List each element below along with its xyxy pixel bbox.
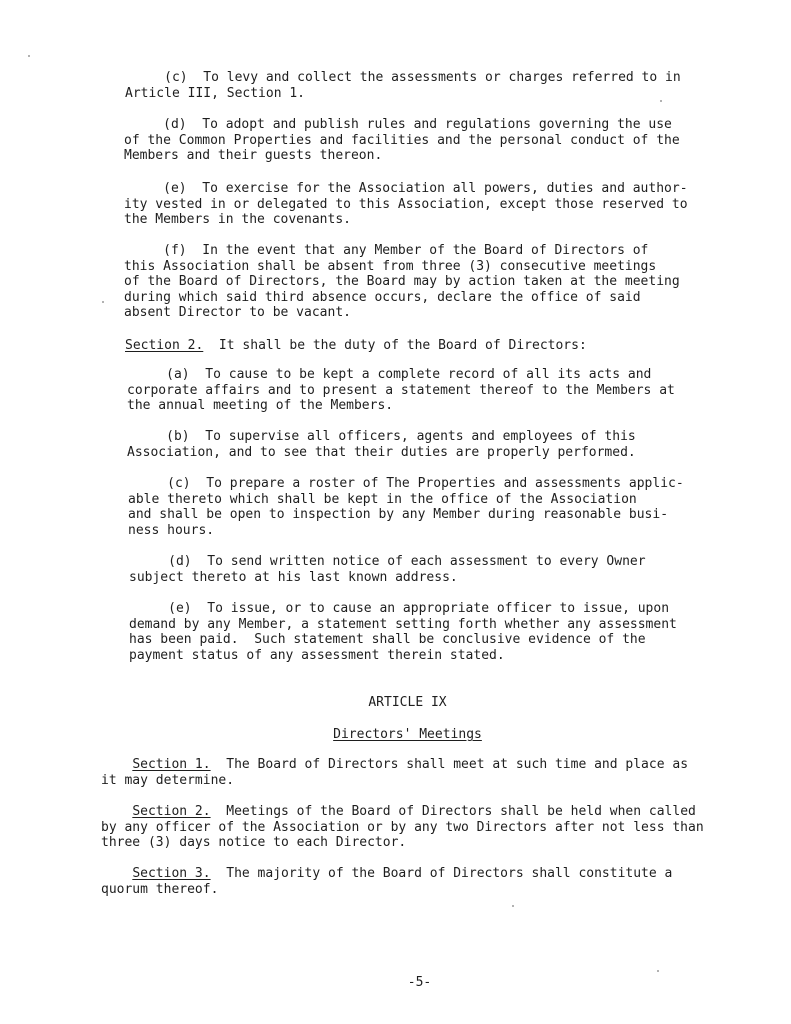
- meeting-section-2: [101, 804, 704, 851]
- text-line: of the Common Properties and facilities and the personal conduct of the: [124, 132, 680, 148]
- text-line: (e) To exercise for the Association all powers, duties and author-: [124, 181, 688, 196]
- text-line: this Association shall be absent from three (3) consecutive meetings: [124, 258, 657, 274]
- article-heading: ARTICLE IX: [368, 695, 447, 710]
- text-line: quorum thereof.: [101, 881, 219, 897]
- text-line: (e) To issue, or to cause an appropriate officer to issue, upon: [129, 601, 670, 616]
- paragraph-duty-e: [129, 601, 677, 663]
- article-subheading: [12, 727, 791, 743]
- text-line: of the Board of Directors, the Board may by action taken at the meeting: [124, 274, 680, 289]
- text-line: (d) To send written notice of each assessment to every Owner: [129, 554, 646, 569]
- text-line: (c) To prepare a roster of The Properties and assessments applic-: [128, 476, 684, 491]
- text-line: has been paid. Such statement shall be conclusive evidence of the: [129, 632, 646, 647]
- text-line: (b) To supervise all officers, agents and employees of this: [127, 429, 636, 444]
- section-2-duties: [125, 338, 587, 354]
- text-line: subject thereto at his last known address.: [129, 569, 458, 585]
- text-line: ness hours.: [128, 522, 215, 538]
- text-line: Members and their guests thereon.: [124, 148, 383, 163]
- text-line: during which said third absence occurs, declare the office of said: [124, 289, 641, 305]
- meeting-section-3: [101, 866, 672, 897]
- text-line: the annual meeting of the Members.: [127, 398, 394, 413]
- scan-speck: [657, 970, 659, 972]
- text-line: able thereto which shall be kept in the office of the Association: [128, 491, 637, 507]
- page-number: -5-: [407, 975, 432, 990]
- scan-speck: [28, 55, 30, 57]
- meeting-section-1: [101, 757, 688, 788]
- paragraph-duty-a: [127, 367, 675, 414]
- text-line: payment status of any assessment therein stated.: [129, 647, 505, 663]
- text-line: Article III, Section 1.: [125, 85, 306, 101]
- scan-speck: [660, 100, 662, 102]
- paragraph-power-f: [124, 243, 680, 321]
- paragraph-duty-d: [129, 554, 646, 585]
- text-line: and shall be open to inspection by any Member during reasonable busi-: [128, 507, 669, 522]
- section-text: The majority of the Board of Directors shall constitute a: [210, 866, 673, 881]
- text-line: (a) To cause to be kept a complete record of all its acts and: [127, 367, 652, 382]
- text-line: the Members in the covenants.: [124, 212, 351, 227]
- text-line: (d) To adopt and publish rules and regulations governing the use: [124, 117, 672, 132]
- section-text: The Board of Directors shall meet at such time and place as: [210, 757, 689, 772]
- text-line: by any officer of the Association or by any two Directors after not less than: [101, 819, 704, 835]
- paragraph-duty-c: [128, 476, 684, 538]
- text-line: (f) In the event that any Member of the Board of Directors of: [124, 243, 649, 258]
- section-label: Section 3.: [132, 866, 211, 881]
- paragraph-power-c: [125, 70, 681, 101]
- section-text: It shall be the duty of the Board of Directors:: [203, 338, 587, 353]
- paragraph-power-e: [124, 181, 688, 228]
- scan-speck: [102, 301, 104, 303]
- section-text: Meetings of the Board of Directors shall be held when called: [210, 804, 696, 819]
- scan-speck: [512, 905, 514, 907]
- text-line: corporate affairs and to present a statement thereof to the Members at: [127, 382, 675, 398]
- text-line: demand by any Member, a statement setting forth whether any assessment: [129, 616, 677, 632]
- text-line: absent Director to be vacant.: [124, 305, 351, 320]
- paragraph-duty-b: [127, 429, 636, 460]
- text-line: (c) To levy and collect the assessments or charges referred to in: [125, 70, 681, 85]
- article-subheading-text: Directors' Meetings: [333, 727, 482, 742]
- text-line: Association, and to see that their duties are properly performed.: [127, 444, 636, 460]
- text-line: ity vested in or delegated to this Association, except those reserved to: [124, 196, 688, 212]
- section-label: Section 1.: [132, 757, 211, 772]
- paragraph-power-d: [124, 117, 680, 164]
- text-line: three (3) days notice to each Director.: [101, 835, 407, 850]
- section-label: Section 2.: [132, 804, 211, 819]
- text-line: it may determine.: [101, 772, 235, 788]
- section-label: Section 2.: [125, 338, 204, 353]
